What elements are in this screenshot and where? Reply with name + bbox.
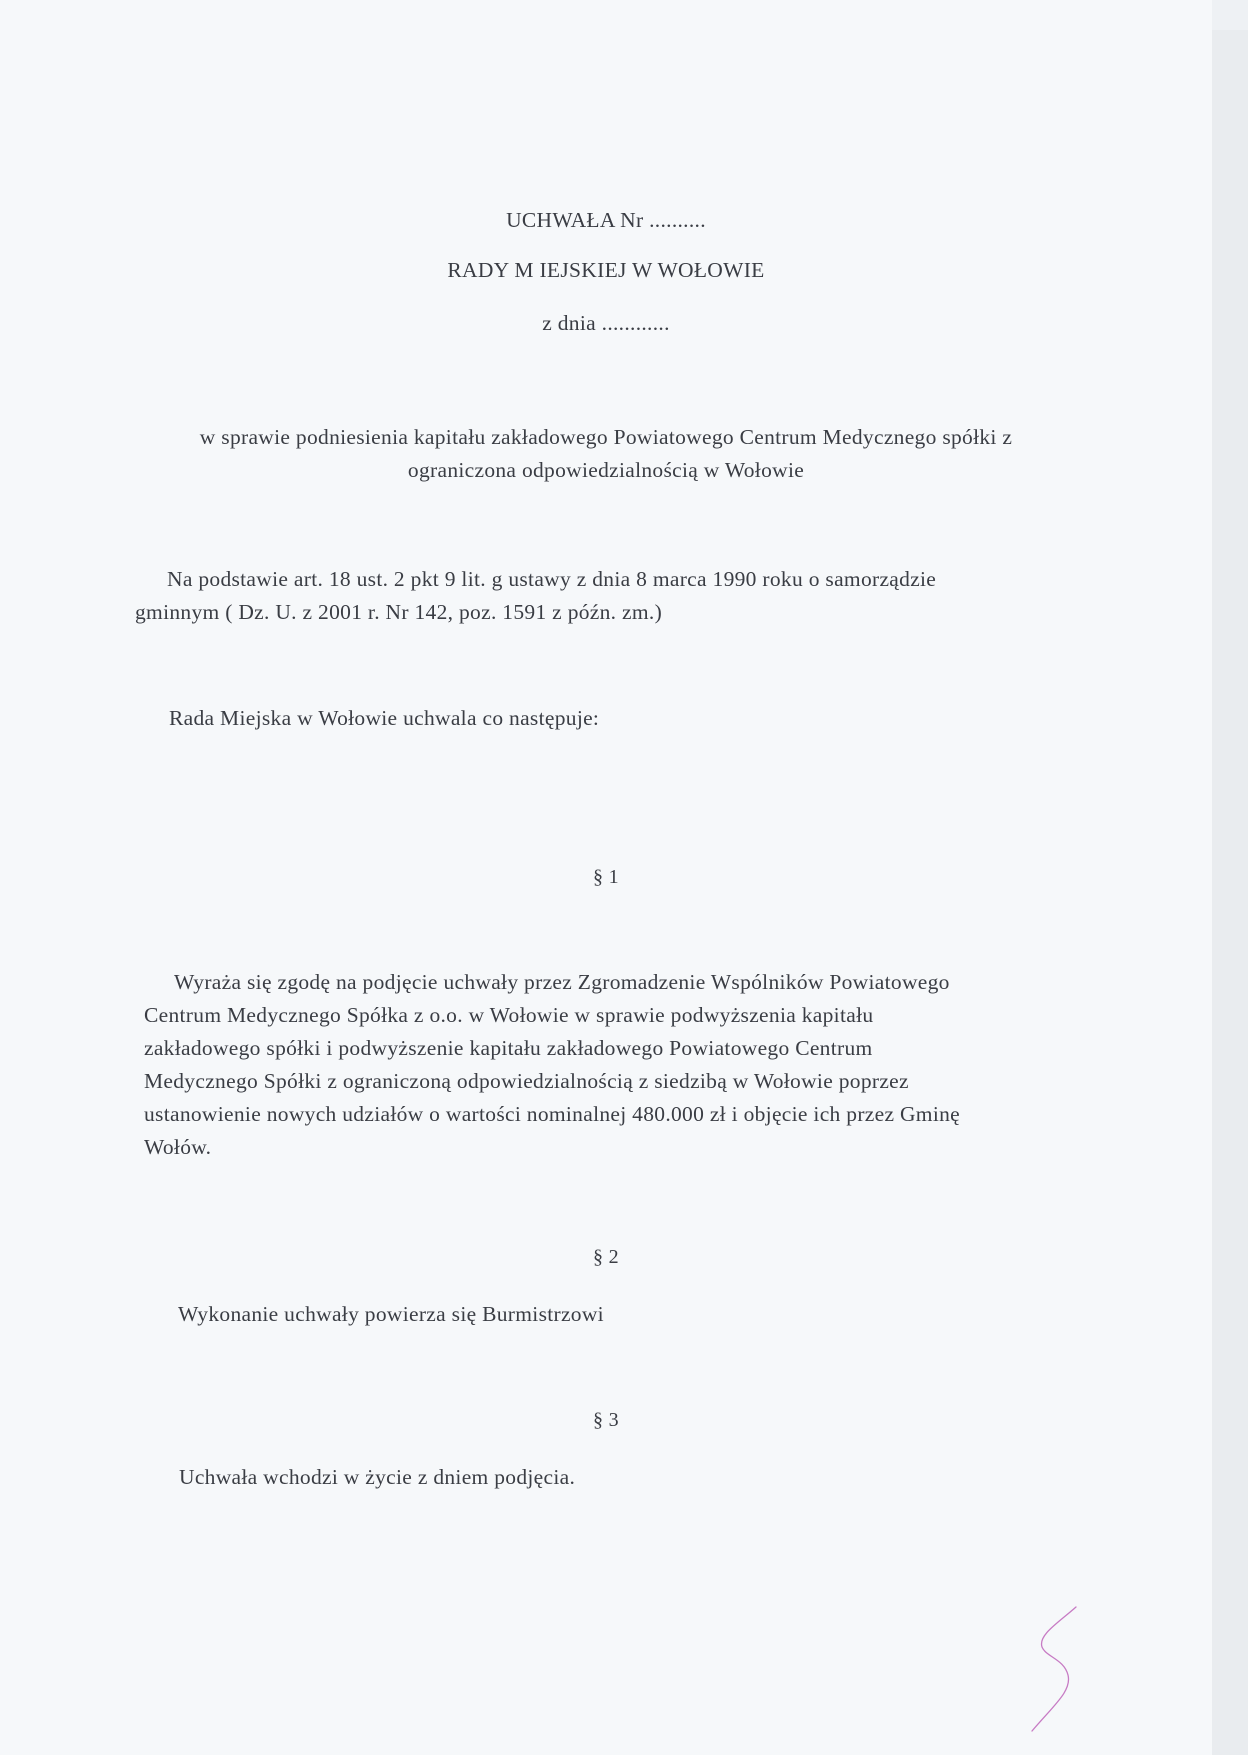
section-1-line: Medycznego Spółki z ograniczoną odpowiedzialnością z siedzibą w Wołowie poprzez	[144, 1069, 909, 1093]
subject-line-2: ograniczona odpowiedzialnością w Wołowie	[407, 458, 805, 482]
council-name: RADY M IEJSKIEJ W WOŁOWIE	[447, 258, 765, 282]
section-3-symbol: § 3	[593, 1409, 619, 1431]
scan-edge	[1212, 30, 1248, 1755]
section-2-line: Wykonanie uchwały powierza się Burmistrzowi	[178, 1302, 604, 1326]
resolution-title: UCHWAŁA Nr ..........	[506, 208, 706, 232]
section-1-line: Wyraża się zgodę na podjęcie uchwały przez Zgromadzenie Wspólników Powiatowego	[174, 970, 950, 994]
resolution-date: z dnia ............	[542, 311, 670, 335]
resolves-clause: Rada Miejska w Wołowie uchwala co następuje:	[169, 706, 600, 730]
signature-mark	[1028, 1605, 1088, 1735]
section-1-line: ustanowienie nowych udziałów o wartości nominalnej 480.000 zł i objęcie ich przez Gminę	[144, 1102, 960, 1126]
section-3-line: Uchwała wchodzi w życie z dniem podjęcia.	[179, 1465, 576, 1489]
legal-basis-line-1: Na podstawie art. 18 ust. 2 pkt 9 lit. g ustawy z dnia 8 marca 1990 roku o samorządzie	[167, 567, 937, 591]
section-1-line: zakładowego spółki i podwyższenie kapitału zakładowego Powiatowego Centrum	[144, 1036, 873, 1060]
section-1-line: Centrum Medycznego Spółka z o.o. w Wołowie w sprawie podwyższenia kapitału	[144, 1003, 874, 1027]
section-1-line: Wołów.	[144, 1135, 212, 1159]
legal-basis-line-2: gminnym ( Dz. U. z 2001 r. Nr 142, poz. 1591 z późn. zm.)	[135, 600, 663, 624]
signature-stroke	[1032, 1607, 1076, 1731]
section-2-symbol: § 2	[593, 1246, 619, 1268]
section-1-symbol: § 1	[593, 866, 619, 888]
subject-line-1: w sprawie podniesienia kapitału zakładowego Powiatowego Centrum Medycznego spółki z	[199, 425, 1013, 449]
